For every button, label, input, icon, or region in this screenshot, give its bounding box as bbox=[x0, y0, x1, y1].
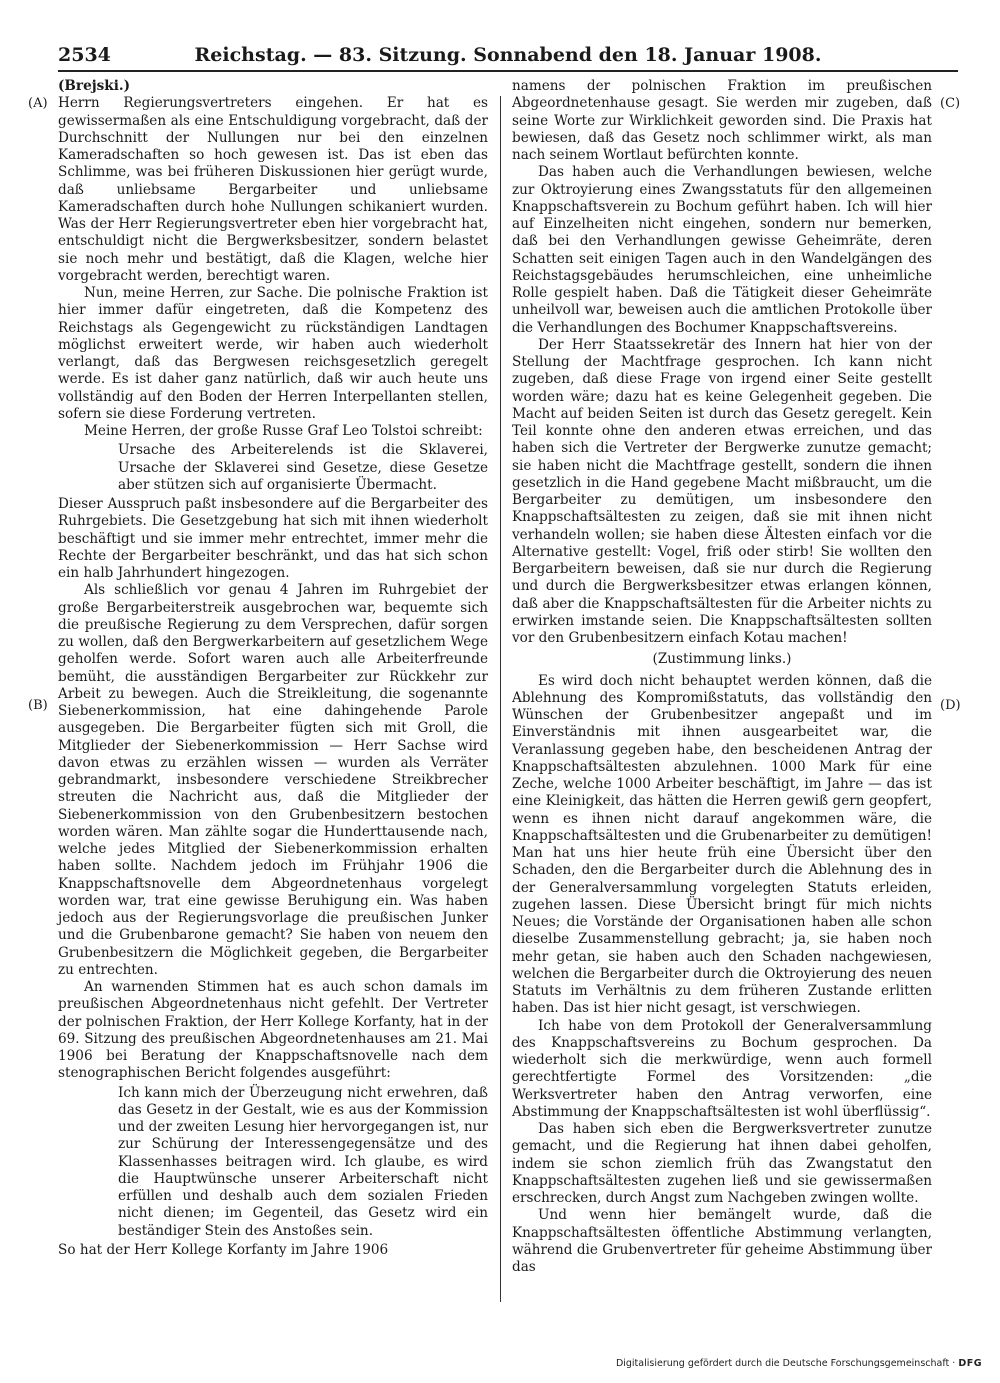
right-column bbox=[512, 78, 932, 1276]
paragraph: Ich habe von dem Protokoll der Generalversammlung des Knappschaftsvereins zu Bochum gesprochen. Da wiederholt sich die merkwürdige, wenn auch formell gerechtfertigte Formel des Vorsitzenden: „die Werksvertreter haben den Antrag verworfen, eine Abstimmung der Knappschaftsältesten ist wohl überflüssig“. bbox=[512, 1017, 932, 1120]
paragraph: Herrn Regierungsvertreters eingehen. Er hat es gewissermaßen als eine Entschuldigung vorgebracht, daß der Durchschnitt der Nullungen nur bei den einzelnen Kameradschaften so hoch gewesen ist. Das ist eben das Schlimme, was bei früheren Diskussionen hier gerügt wurde, daß unliebsame Bergarbeiter und unliebsame Kameradschaften durch hohe Nullungen schikaniert wurden. Was der Herr Regierungsvertreter eben hier vorgebracht hat, entschuldigt nicht die Bergwerksbesitzer, sondern belastet sie noch mehr und bestätigt, daß die Klagen, welche hier vorgebracht werden, berechtigt waren. bbox=[58, 95, 488, 284]
block-quote: Ich kann mich der Überzeugung nicht erwehren, daß das Gesetz in der Gestalt, wie es aus der Kommission und der zweiten Lesung hier hervorgegangen ist, nur zur Schürung der Interessengegensätze und des Klassenhasses beitragen wird. Ich glaube, es wird die Hauptwünsche unserer Arbeiterschaft nicht erfüllen und deshalb auch dem sozialen Frieden nicht dienen; im Gegenteil, das Gesetz wird ein beständiger Stein des Anstoßes sein. bbox=[118, 1084, 488, 1239]
paragraph: Als schließlich vor genau 4 Jahren im Ruhrgebiet der große Bergarbeiterstreik ausgebrochen war, bequemte sich die preußische Regierung zu dem Versprechen, dafür sorgen zu wollen, daß den Bergwerkarbeitern auf gesetzlichem Wege geholfen werde. Sofort waren auch alle Arbeiterfreunde bemüht, die ausständigen Bergarbeiter zur Rückkehr zur Arbeit zu bewegen. Auch die Streikleitung, die sogenannte Siebenerkommission, hat eine dahingehende Parole ausgegeben. Die Bergarbeiter fügten sich mit Groll, die Mitglieder der Siebenerkommission — Herr Sachse wird davon etwas zu erzählen wissen — wurden als Verräter gebrandmarkt, insbesondere verschiedene Streikbrecher streuten die Nachricht aus, daß die Mitglieder der Siebenerkommission von den Grubenbesitzern bestochen worden wären. Man zählte sogar die Hunderttausende nach, welche jedes Mitglied der Siebenerkommission erhalten haben sollte. Nachdem jedoch im Frühjahr 1906 die Knappschaftsnovelle dem Abgeordnetenhaus vorgelegt worden war, trat eine gewisse Beruhigung ein. Was haben jedoch aus der Regierungsvorlage die preußischen Junker und die Grubenbarone gemacht? Sie haben von neuem den Grubenbesitzern die Möglichkeit gegeben, die Bergarbeiter zu entrechten. bbox=[58, 582, 488, 978]
left-column bbox=[58, 78, 488, 1259]
paragraph: Nun, meine Herren, zur Sache. Die polnische Fraktion ist hier immer dafür eingetreten, daß die Kompetenz des Reichstags als Gegengewicht zu rückständigen Landtagen möglichst erweitert werde, wir haben auch wiederholt verlangt, daß das Bergwesen reichsgesetzlich geregelt werde. Es ist daher ganz natürlich, daß wir auch heute uns vollständig auf den Boden der Herren Interpellanten stellen, sofern sie diese Forderung vertreten. bbox=[58, 285, 488, 422]
speaker-name: (Brejski.) bbox=[58, 78, 131, 94]
paragraph: An warnenden Stimmen hat es auch schon damals im preußischen Abgeordnetenhaus nicht gefehlt. Der Vertreter der polnischen Fraktion, der Herr Kollege Korfanty, hat in der 69. Sitzung des preußischen Abgeordnetenhauses am 21. Mai 1906 bei Beratung der Knappschaftsnovelle nach dem stenographischen Bericht folgendes ausgeführt: bbox=[58, 979, 488, 1082]
column-divider bbox=[500, 96, 501, 1302]
margin-marker-b: (B) bbox=[28, 698, 48, 713]
paragraph: Das haben sich eben die Bergwerksvertreter zunutze gemacht, und die Regierung hat ihnen dabei geholfen, indem sie schon ziemlich früh das Zwangstatut den Knappschaftsältesten zugehen ließ und sie gewissermaßen erschrecken, durch Angst zum Nachgeben zwingen wollte. bbox=[512, 1121, 932, 1206]
margin-marker-a: (A) bbox=[28, 96, 48, 111]
margin-marker-d: (D) bbox=[940, 698, 961, 713]
paragraph: Und wenn hier bemängelt wurde, daß die Knappschaftsältesten öffentliche Abstimmung verlangten, während die Grubenvertreter für geheime Abstimmung über das bbox=[512, 1207, 932, 1275]
page-number: 2534 bbox=[58, 44, 111, 66]
paragraph: Es wird doch nicht behauptet werden können, daß die Ablehnung des Kompromißstatuts, das vollständig den Wünschen der Grubenbesitzer angepaßt und im Einverständnis mit ihnen ausgearbeitet war, die Veranlassung gegeben habe, den bescheidenen Antrag der Knappschaftsältesten abzulehnen. 1000 Mark für eine Zeche, welche 1000 Arbeiter beschäftigt, im Jahre — das ist eine Kleinigkeit, das hätten die Herren gewiß gern geopfert, wenn es ihnen nicht darauf angekommen wäre, die Knappschaftsältesten und die Grubenarbeiter zu demütigen! Man hat uns hier heute früh eine Übersicht über den Schaden, den die Bergarbeiter durch die Ablehnung des in der Generalversammlung vorgelegten Statuts erleiden, zugehen lassen. Diese Übersicht bringt für mich nichts Neues; die Vorstände der Organisationen haben alle schon dieselbe Zusammenstellung gebracht; ja, sie haben noch mehr getan, sie haben auch den Schaden nachgewiesen, welchen die Bergarbeiter durch die Oktroyierung des neuen Statuts im Verhältnis zu dem früheren Zustande erlitten haben. Das ist hier nicht gesagt, ist verschwiegen. bbox=[512, 672, 932, 1017]
page-header bbox=[58, 40, 958, 72]
footer-text: Digitalisierung gefördert durch die Deutsche Forschungsgemeinschaft · bbox=[615, 1358, 956, 1369]
margin-marker-c: (C) bbox=[940, 96, 961, 111]
paragraph: Das haben auch die Verhandlungen bewiesen, welche zur Oktroyierung eines Zwangsstatuts für den allgemeinen Knappschaftsverein zu Bochum geführt haben. Ich will hier auf Einzelheiten nicht eingehen, sondern nur bemerken, daß bei den Verhandlungen gewisse Geheimräte, deren Schatten seit einigen Tagen auch in den Wandelgängen des Reichstagsgebäudes herumschleichen, eine unheimliche Rolle gespielt haben. Daß die Tätigkeit dieser Geheimräte unheilvoll war, beweisen auch die amtlichen Protokolle über die Verhandlungen des Bochumer Knappschaftsvereins. bbox=[512, 164, 932, 336]
digitization-footer bbox=[616, 1358, 982, 1369]
paragraph: Dieser Ausspruch paßt insbesondere auf die Bergarbeiter des Ruhrgebiets. Die Gesetzgebung hat sich mit ihnen wiederholt beschäftigt und sie immer mehr entrechtet, immer mehr die Rechte der Bergarbeiter beschränkt, und das hat sich schon ein halb Jahrhundert hingezogen. bbox=[58, 496, 488, 581]
running-head: Reichstag. — 83. Sitzung. Sonnabend den 18. Januar 1908. bbox=[194, 44, 822, 66]
interjection: (Zustimmung links.) bbox=[652, 651, 792, 668]
paragraph: So hat der Herr Kollege Korfanty im Jahre 1906 bbox=[58, 1241, 389, 1258]
paragraph: namens der polnischen Fraktion im preußischen Abgeordnetenhause gesagt. Sie werden mir zugeben, daß seine Worte zur Wirklichkeit geworden sind. Die Praxis hat bewiesen, daß das Gesetz noch schlimmer wirkt, als man nach seinem Wortlaut befürchten konnte. bbox=[512, 78, 932, 163]
paragraph: Meine Herren, der große Russe Graf Leo Tolstoi schreibt: bbox=[84, 423, 483, 439]
block-quote: Ursache des Arbeiterelends ist die Sklaverei, Ursache der Sklaverei sind Gesetze, diese Gesetze aber stützen sich auf organisierte Übermacht. bbox=[118, 442, 488, 493]
paragraph: Der Herr Staatssekretär des Innern hat hier von der Stellung der Machtfrage gesprochen. Ich kann nicht zugeben, daß diese Frage von irgend einer Seite gestellt worden wäre; dazu hat es keine Gelegenheit gegeben. Die Macht auf beiden Seiten ist durch das Gesetz geregelt. Kein Teil konnte ohne den anderen etwas erreichen, und das haben sich die Vertreter der Bergwerke zunutze gemacht; sie haben nicht die Machtfrage gestellt, sondern die ihnen gesetzlich in die Hand gegebene Macht mißbraucht, um die Bergarbeiter zu demütigen, um insbesondere den Knappschaftsältesten zu zeigen, daß sie mit ihnen nicht verhandeln wollen; sie haben diese Ältesten einfach vor die Alternative gestellt: Vogel, friß oder stirb! Sie wollten den Bergarbeitern beweisen, daß sie nur durch die Regierung und durch die Bergwerksbesitzer etwas erlangen können, daß aber die Knappschaftsältesten für die Arbeiter nichts zu erwirken imstande seien. Die Knappschaftsältesten sollten vor den Grubenbesitzern einfach Kotau machen! bbox=[512, 336, 932, 646]
dfg-logo: DFG bbox=[958, 1358, 982, 1369]
